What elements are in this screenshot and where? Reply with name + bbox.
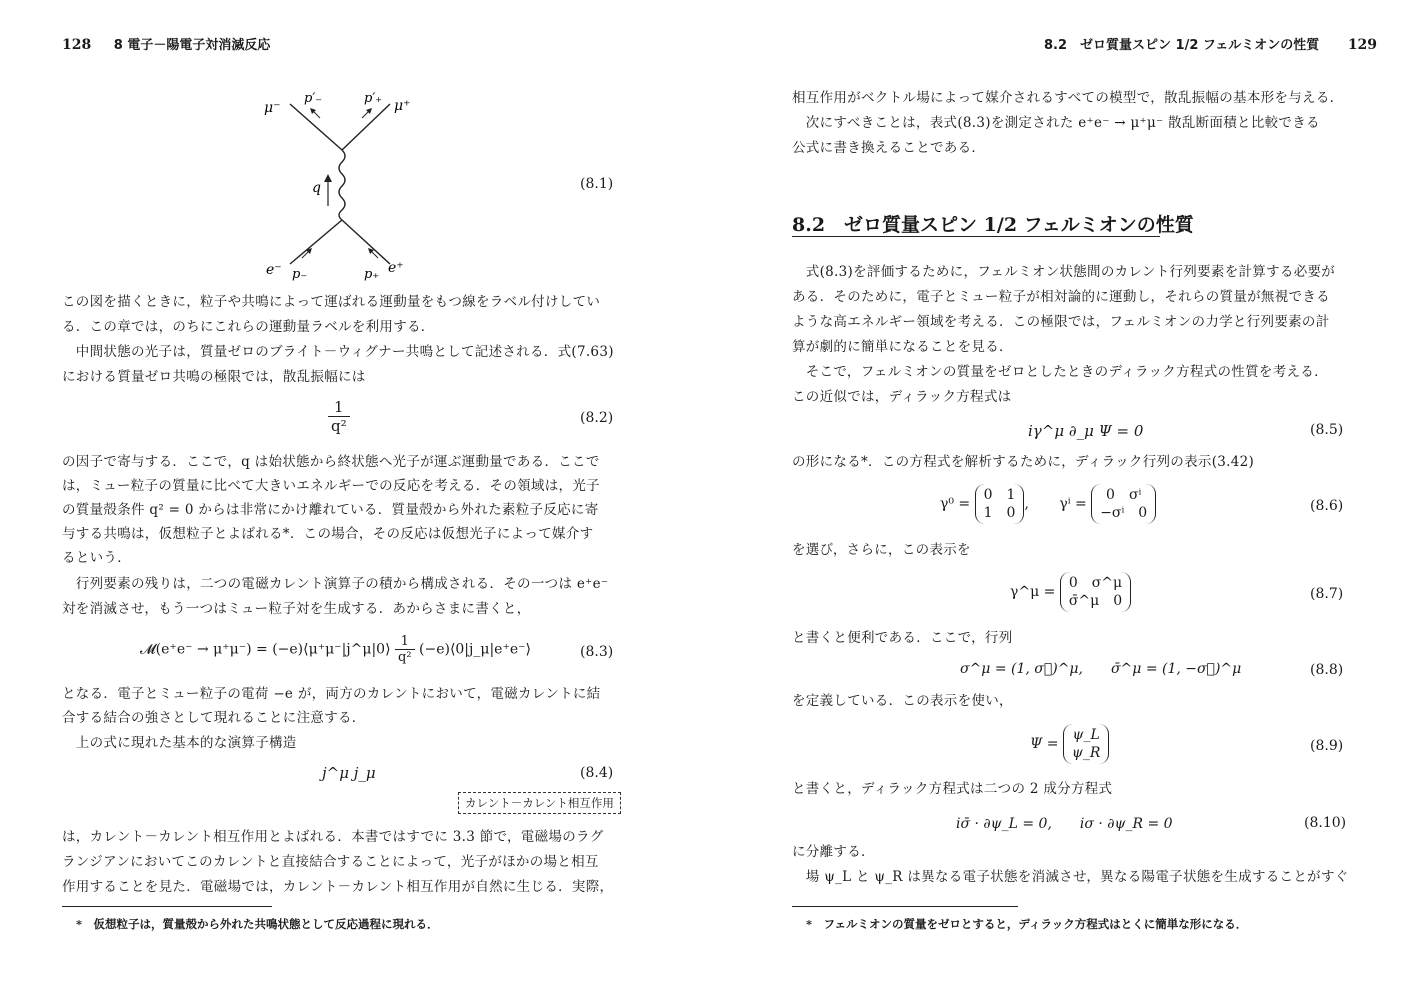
gamma0-row1: 0 1 — [983, 487, 1016, 503]
equation-8-6: γ⁰ = 0 1 1 0 , γⁱ = 0 σⁱ −σⁱ 0 — [940, 484, 1156, 524]
text-line: この近似では，ディラック方程式は — [792, 389, 1012, 405]
eq82-denominator: q² — [331, 417, 347, 435]
text-line: この図を描くときに，粒子や共鳴によって運ばれる運動量をもつ線をラベル付けしてい — [62, 294, 601, 310]
eq83-lhs: 𝓜(e⁺e⁻ → μ⁺μ⁻) = (−e)⟨μ⁺μ⁻|j^μ|0⟩ — [140, 641, 391, 658]
label-e-plus: e⁺ — [388, 260, 404, 276]
eq89-row2: ψ_R — [1071, 745, 1101, 762]
equation-8-10: iσ̄ · ∂ψ_L = 0, iσ · ∂ψ_R = 0 — [956, 816, 1173, 832]
label-mu-minus: μ⁻ — [264, 100, 281, 116]
gammai-lhs: γⁱ = — [1059, 496, 1087, 513]
text-line: ある．そのために，電子とミュー粒子が相対論的に運動し，それらの質量が無視できる — [792, 289, 1330, 305]
equation-8-5: iγ^μ ∂_μ Ψ = 0 — [1028, 422, 1144, 440]
footnote: * フェルミオンの質量をゼロとすると，ディラック方程式はとくに簡単な形になる． — [806, 917, 1248, 931]
text-line: を選び，さらに，この表示を — [792, 542, 971, 558]
eq87-row1: 0 σ^μ — [1068, 575, 1123, 591]
gammai-row1: 0 σⁱ — [1106, 487, 1142, 503]
eq87-lhs: γ^μ = — [1010, 584, 1056, 601]
text-line: の形になる*．この方程式を解析するために，ディラック行列の表示(3.42) — [792, 454, 1255, 470]
text-line: となる．電子とミュー粒子の電荷 −e が，両方のカレントにおいて，電磁カレントに結 — [62, 686, 601, 702]
text-line: 中間状態の光子は，質量ゼロのブライト－ウィグナー共鳴として記述される．式(7.63) — [62, 344, 614, 360]
text-line: は，ミュー粒子の質量に比べて大きいエネルギーでの反応を考える．その領域は，光子 — [62, 478, 600, 494]
eq-number-8-6: (8.6) — [1310, 498, 1344, 514]
text-line: と書くと便利である．ここで，行列 — [792, 630, 1013, 646]
text-line: 公式に書き換えることである． — [792, 140, 986, 156]
text-line: 式(8.3)を評価するために，フェルミオン状態間のカレント行列要素を計算する必要が — [792, 264, 1336, 280]
text-line: を定義している．この表示を使い， — [792, 693, 1013, 709]
eq-number-8-9: (8.9) — [1310, 738, 1344, 754]
equation-8-2 — [328, 398, 350, 435]
text-line: 上の式に現れた基本的な演算子構造 — [62, 735, 297, 751]
text-line: に分離する． — [792, 844, 875, 860]
eq-number-8-5: (8.5) — [1310, 422, 1344, 438]
label-mu-plus: μ⁺ — [394, 98, 411, 114]
eq-number-8-7: (8.7) — [1310, 586, 1344, 602]
eq83-frac-num: 1 — [395, 634, 415, 650]
text-line: 作用することを見た．電磁場では，カレント－カレント相互作用が自然に生じる．実際， — [62, 879, 614, 895]
gamma0-row2: 1 0 — [983, 505, 1016, 522]
eq89-lhs: Ψ = — [1030, 736, 1059, 753]
chapter-header: 8 電子－陽電子対消滅反応 — [113, 38, 271, 53]
label-q: q — [312, 180, 321, 196]
text-line: は，カレント－カレント相互作用とよばれる．本書ではすでに 3.3 節で，電磁場のラグ — [62, 829, 604, 845]
equation-8-4: j^μ j_μ — [322, 764, 376, 782]
eq-number-8-2: (8.2) — [580, 410, 614, 426]
eq89-row1: ψ_L — [1072, 727, 1100, 743]
left-running-header — [62, 34, 270, 53]
equation-8-8: σ^μ = (1, σ⃗)^μ, σ̄^μ = (1, −σ⃗)^μ — [960, 661, 1242, 677]
eq-number-8-1: (8.1) — [580, 176, 614, 192]
text-line: そこで，フェルミオンの質量をゼロとしたときのディラック方程式の性質を考える． — [792, 364, 1328, 380]
label-p-minus: p₋ — [292, 267, 308, 282]
text-line: 行列要素の残りは，二つの電磁カレント演算子の積から構成される．その一つは e⁺e⁻ — [62, 576, 609, 592]
equation-8-7 — [1010, 572, 1131, 612]
text-line: 与する共鳴は，仮想粒子とよばれる*．この場合，その反応は仮想光子によって媒介す — [62, 526, 594, 542]
text-line: 相互作用がベクトル場によって媒介されるすべての模型で，散乱振幅の基本形を与える． — [792, 90, 1344, 106]
label-p-prime-plus: p′₊ — [364, 91, 383, 106]
page-number: 128 — [62, 37, 92, 53]
eq87-row2: σ̄^μ 0 — [1068, 593, 1123, 610]
text-line: ような高エネルギー領域を考える．この極限では，フェルミオンの力学と行列要素の計 — [792, 314, 1330, 330]
gamma0-lhs: γ⁰ = — [940, 496, 971, 513]
feynman-diagram — [250, 88, 430, 288]
text-line: ランジアンにおいてこのカレントと直接結合することによって，光子がほかの場と相互 — [62, 854, 599, 870]
label-p-prime-minus: p′₋ — [304, 91, 323, 106]
text-line: 算が劇的に簡単になることを見る． — [792, 339, 1013, 355]
section-header: 8.2 ゼロ質量スピン 1/2 フェルミオンの性質 — [1044, 38, 1320, 53]
text-line: 場 ψ_L と ψ_R は異なる電子状態を消滅させ，異なる陽電子状態を生成することがすぐ — [792, 869, 1349, 885]
eq83-rhs: (−e)⟨0|j_μ|e⁺e⁻⟩ — [419, 641, 531, 658]
label-e-minus: e⁻ — [266, 262, 282, 278]
text-line: における質量ゼロ共鳴の極限では，散乱振幅には — [62, 369, 366, 385]
text-line: の質量殻条件 q² = 0 からは非常にかけ離れている．質量殻から外れた素粒子反応に寄 — [62, 502, 599, 518]
text-line: 合する結合の強さとして現れることに注意する． — [62, 710, 366, 726]
boxed-term: カレント－カレント相互作用 — [458, 792, 621, 814]
text-line: 対を消滅させ，もう一つはミュー粒子対を生成する．あからさまに書くと， — [62, 601, 531, 617]
eq-number-8-10: (8.10) — [1304, 815, 1347, 831]
text-line: るという． — [62, 550, 131, 566]
equation-8-9 — [1030, 724, 1109, 764]
text-line: の因子で寄与する．ここで，q は始状態から終状態へ光子が運ぶ運動量である．ここで — [62, 454, 600, 470]
footnote: * 仮想粒子は，質量殻から外れた共鳴状態として反応過程に現れる． — [76, 917, 439, 931]
text-line: 次にすべきことは，表式(8.3)を測定された e⁺e⁻ → μ⁺μ⁻ 散乱断面積と比較できる — [792, 115, 1320, 131]
eq83-frac-den: q² — [398, 650, 412, 665]
right-page — [704, 0, 1408, 1000]
right-running-header — [1044, 34, 1377, 53]
text-line: と書くと，ディラック方程式は二つの 2 成分方程式 — [792, 781, 1113, 797]
eq-number-8-3: (8.3) — [580, 644, 614, 660]
eq82-numerator: 1 — [328, 398, 350, 417]
text-line: る．この章では，のちにこれらの運動量ラベルを利用する． — [62, 319, 435, 335]
eq-number-8-4: (8.4) — [580, 765, 614, 781]
equation-8-3 — [140, 634, 531, 665]
section-title: 8.2 ゼロ質量スピン 1/2 フェルミオンの性質 — [792, 214, 1194, 236]
eq-number-8-8: (8.8) — [1310, 662, 1344, 678]
footnote-rule — [62, 906, 272, 907]
gammai-row2: −σⁱ 0 — [1100, 505, 1148, 522]
footnote-rule — [792, 906, 1018, 907]
label-p-plus: p₊ — [364, 267, 380, 282]
page-number: 129 — [1347, 37, 1378, 53]
section-title-underline — [792, 236, 1160, 237]
